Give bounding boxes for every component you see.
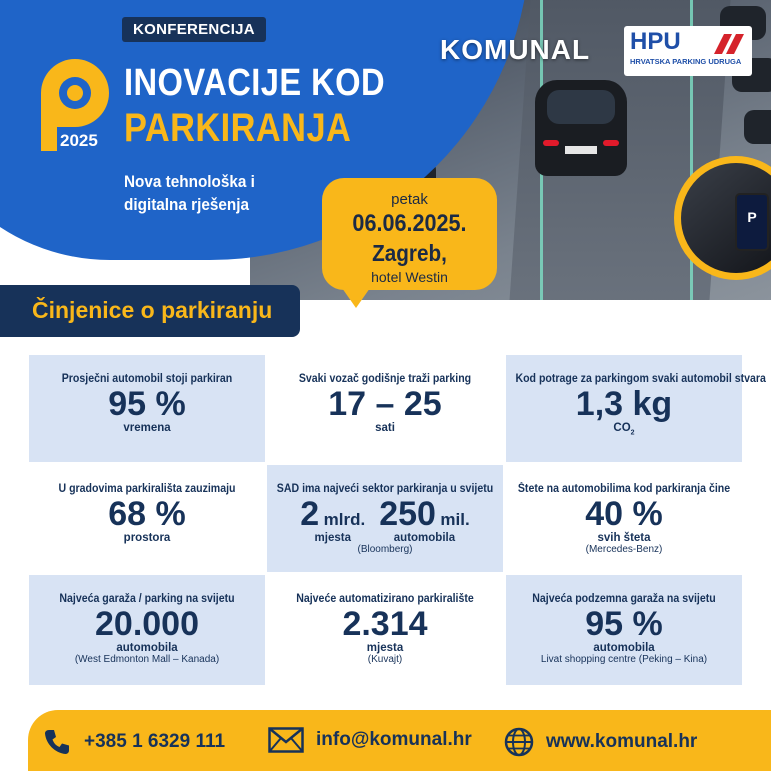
fact-label: Najveća podzemna garaža na svijetu	[532, 593, 716, 605]
fact-unit: automobila	[116, 642, 178, 654]
fact-suffix: mlrd.	[323, 510, 366, 529]
fact-value: 2	[300, 495, 320, 533]
fact-unit: sati	[375, 422, 395, 434]
facts-grid	[29, 355, 766, 685]
year-label: 2025	[60, 131, 98, 150]
fact-card	[29, 465, 265, 572]
fact-label: Štete na automobilima kod parkiranja čine	[517, 483, 731, 495]
fact-label: U gradovima parkirališta zauzimaju	[58, 483, 236, 495]
fact-dual-values	[267, 496, 503, 544]
event-city: Zagreb,	[372, 240, 447, 266]
footer-web[interactable]	[504, 727, 697, 757]
fact-card	[29, 355, 265, 462]
hpu-logo	[624, 26, 752, 76]
main-car	[535, 80, 627, 176]
subtitle-line-1: Nova tehnološka i	[124, 172, 255, 191]
fact-suffix: mil.	[440, 510, 470, 529]
phone-screen-label: P	[747, 209, 757, 225]
footer-web-text: www.komunal.hr	[546, 731, 698, 752]
fact-unit: automobila	[393, 532, 456, 544]
subtitle-line-2: digitalna rješenja	[124, 195, 250, 214]
event-day: petak	[391, 191, 428, 208]
fact-source: (Mercedes-Benz)	[585, 544, 663, 555]
fact-card	[267, 355, 503, 462]
car-window	[547, 90, 615, 124]
fact-source: (West Edmonton Mall – Kanada)	[74, 654, 220, 665]
fact-value: 68 %	[108, 495, 186, 533]
section-title: Činjenice o parkiranju	[0, 285, 300, 337]
fact-value: 17 – 25	[328, 385, 442, 423]
mail-icon	[268, 727, 304, 753]
hpu-subtitle: HRVATSKA PARKING UDRUGA	[630, 57, 742, 66]
fact-part-right	[379, 496, 469, 544]
subtitle	[124, 170, 255, 216]
fact-unit: svih šteta	[597, 532, 651, 544]
komunal-logo: KOMUNAL	[440, 34, 591, 65]
fact-label: SAD ima najveći sektor parkiranja u svijetu	[276, 483, 494, 495]
fact-label: Prosječni automobil stoji parkiran	[61, 373, 233, 385]
title-line-2: PARKIRANJA	[124, 106, 352, 150]
contact-footer	[28, 710, 771, 771]
license-plate	[565, 146, 597, 154]
fact-value: 95 %	[108, 385, 186, 423]
fact-unit: mjesta	[366, 642, 404, 654]
tail-light	[543, 140, 559, 146]
fact-source: Livat shopping centre (Peking – Kina)	[540, 654, 708, 665]
fact-card	[506, 355, 766, 462]
fact-card	[29, 575, 265, 685]
event-date-bubble	[322, 178, 497, 290]
globe-icon	[504, 727, 534, 757]
fact-unit: automobila	[593, 642, 655, 654]
footer-phone[interactable]	[42, 727, 225, 757]
fact-label: Kod potrage za parkingom svaki automobil stvara	[515, 373, 766, 385]
fact-value: 95 %	[585, 605, 663, 643]
fact-value: 1,3 kg	[575, 385, 673, 423]
fact-unit-main: CO	[613, 422, 631, 434]
hpu-mark-icon	[712, 32, 746, 56]
parked-car	[744, 110, 771, 144]
fact-label: Najveća garaža / parking na svijetu	[59, 593, 235, 605]
fact-label: Svaki vozač godišnje traži parking	[298, 373, 472, 385]
fact-card	[506, 575, 742, 685]
fact-value: 40 %	[585, 495, 663, 533]
phone-icon	[42, 727, 72, 757]
fact-value: 2.314	[342, 605, 428, 643]
fact-unit: prostora	[123, 532, 171, 544]
fact-card	[267, 575, 503, 685]
fact-card	[267, 465, 503, 572]
hpu-letters: HPU	[630, 28, 681, 55]
fact-part-left	[300, 496, 365, 544]
smartphone-icon	[735, 193, 769, 251]
conference-badge: KONFERENCIJA	[122, 17, 266, 42]
event-date: 06.06.2025.	[352, 210, 467, 237]
footer-phone-text: +385 1 6329 111	[84, 731, 226, 752]
phone-photo	[681, 163, 771, 273]
event-venue: hotel Westin	[371, 269, 448, 285]
fact-unit: mjesta	[314, 532, 351, 544]
fact-unit	[506, 422, 742, 439]
fact-unit: vremena	[123, 422, 171, 434]
fact-source: (Kuvajt)	[367, 654, 403, 665]
fact-label: Najveće automatizirano parkiralište	[296, 593, 474, 605]
tail-light	[603, 140, 619, 146]
fact-unit-subscript: 2	[630, 429, 635, 437]
fact-value: 20.000	[95, 605, 199, 643]
footer-email-text: info@komunal.hr	[316, 729, 472, 750]
fact-source: (Bloomberg)	[357, 544, 413, 555]
footer-email[interactable]	[268, 727, 472, 753]
title-line-1: INOVACIJE KOD	[124, 62, 386, 104]
fact-value: 250	[379, 495, 436, 533]
fact-card	[506, 465, 742, 572]
